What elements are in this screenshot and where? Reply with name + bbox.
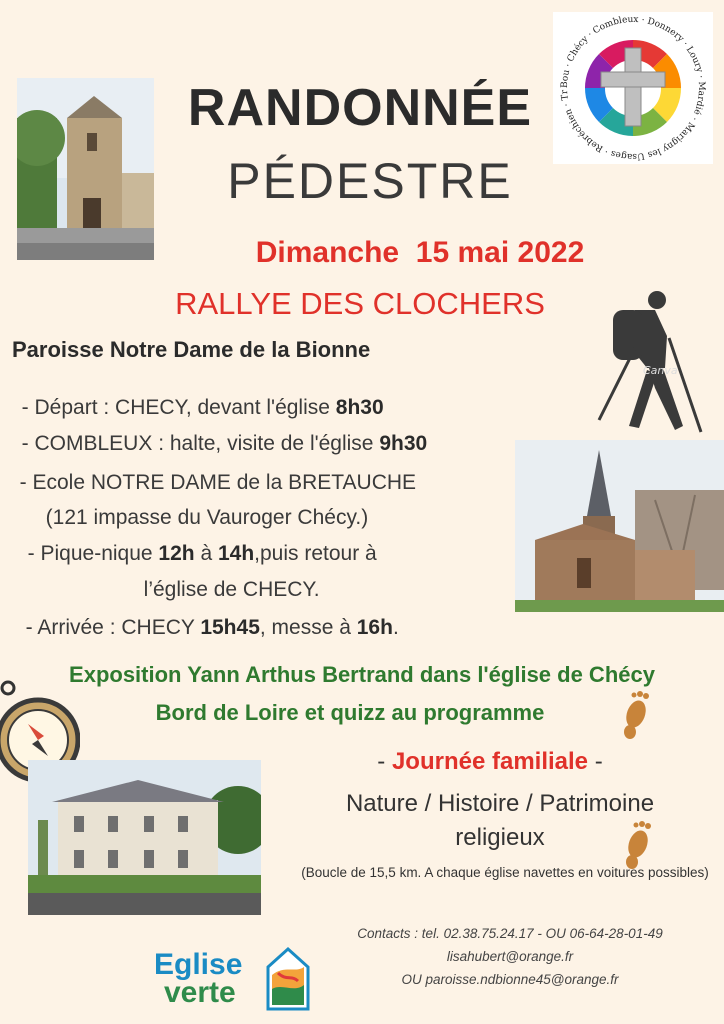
loop-note: (Boucle de 15,5 km. A chaque église navettes en voitures possibles) [301,865,709,880]
church-photo-combleux [515,440,724,612]
page-subtitle: PÉDESTRE [227,153,513,209]
exposition-text: Exposition Yann Arthus Bertrand dans l'église de Chécy [69,662,655,687]
program-line-arrivee: - Arrivée : CHECY 15h45, messe à 16h. [25,616,399,639]
program-line-combleux: - COMBLEUX : halte, visite de l'église 9h30 [21,432,428,455]
program-line-return: l’église de CHECY. [143,578,320,601]
parish-seal-logo [553,12,713,164]
hiker-silhouette-icon [595,288,705,443]
program-line-address: (121 impasse du Vauroger Chécy.) [45,506,369,529]
contact-email-1[interactable]: lisahubert@orange.fr [446,949,574,964]
footprints-icon [620,688,656,740]
seal-ring-text: Bou · Chécy · Combleux · Donnery · Loury · Mardié · Marigny les Usages · Rebréchien · Tr [559,14,707,162]
program-line-ecole: - Ecole NOTRE DAME de la BRETAUCHE [19,471,417,494]
contact-email-2[interactable]: OU paroisse.ndbionne45@orange.fr [401,972,619,987]
loire-quiz-text: Bord de Loire et quizz au programme [155,700,545,725]
contacts-block [300,922,720,991]
event-subtitle: RALLYE DES CLOCHERS [175,286,545,321]
church-photo-checy [17,78,154,260]
event-date: Dimanche 15 mai 2022 [255,236,585,269]
eglise-verte-logo: Eglise verte [154,948,243,1009]
parish-name: Paroisse Notre Dame de la Bionne [12,337,371,362]
school-photo [28,760,261,915]
program-line-picnic: - Pique-nique 12h à 14h,puis retour à [27,542,377,565]
contact-phones: Contacts : tel. 02.38.75.24.17 - OU 06-64-28-01-49 [357,926,663,941]
canva-watermark: Canva [643,364,678,377]
family-day-heading: - Journée familiale - [377,748,603,775]
program-line-depart: - Départ : CHECY, devant l'église 8h30 [21,396,384,419]
family-themes: Nature / Histoire / Patrimoine religieux [345,790,655,851]
eglise-verte-emblem-icon [262,945,314,1013]
page-title: RANDONNÉE [187,79,533,137]
